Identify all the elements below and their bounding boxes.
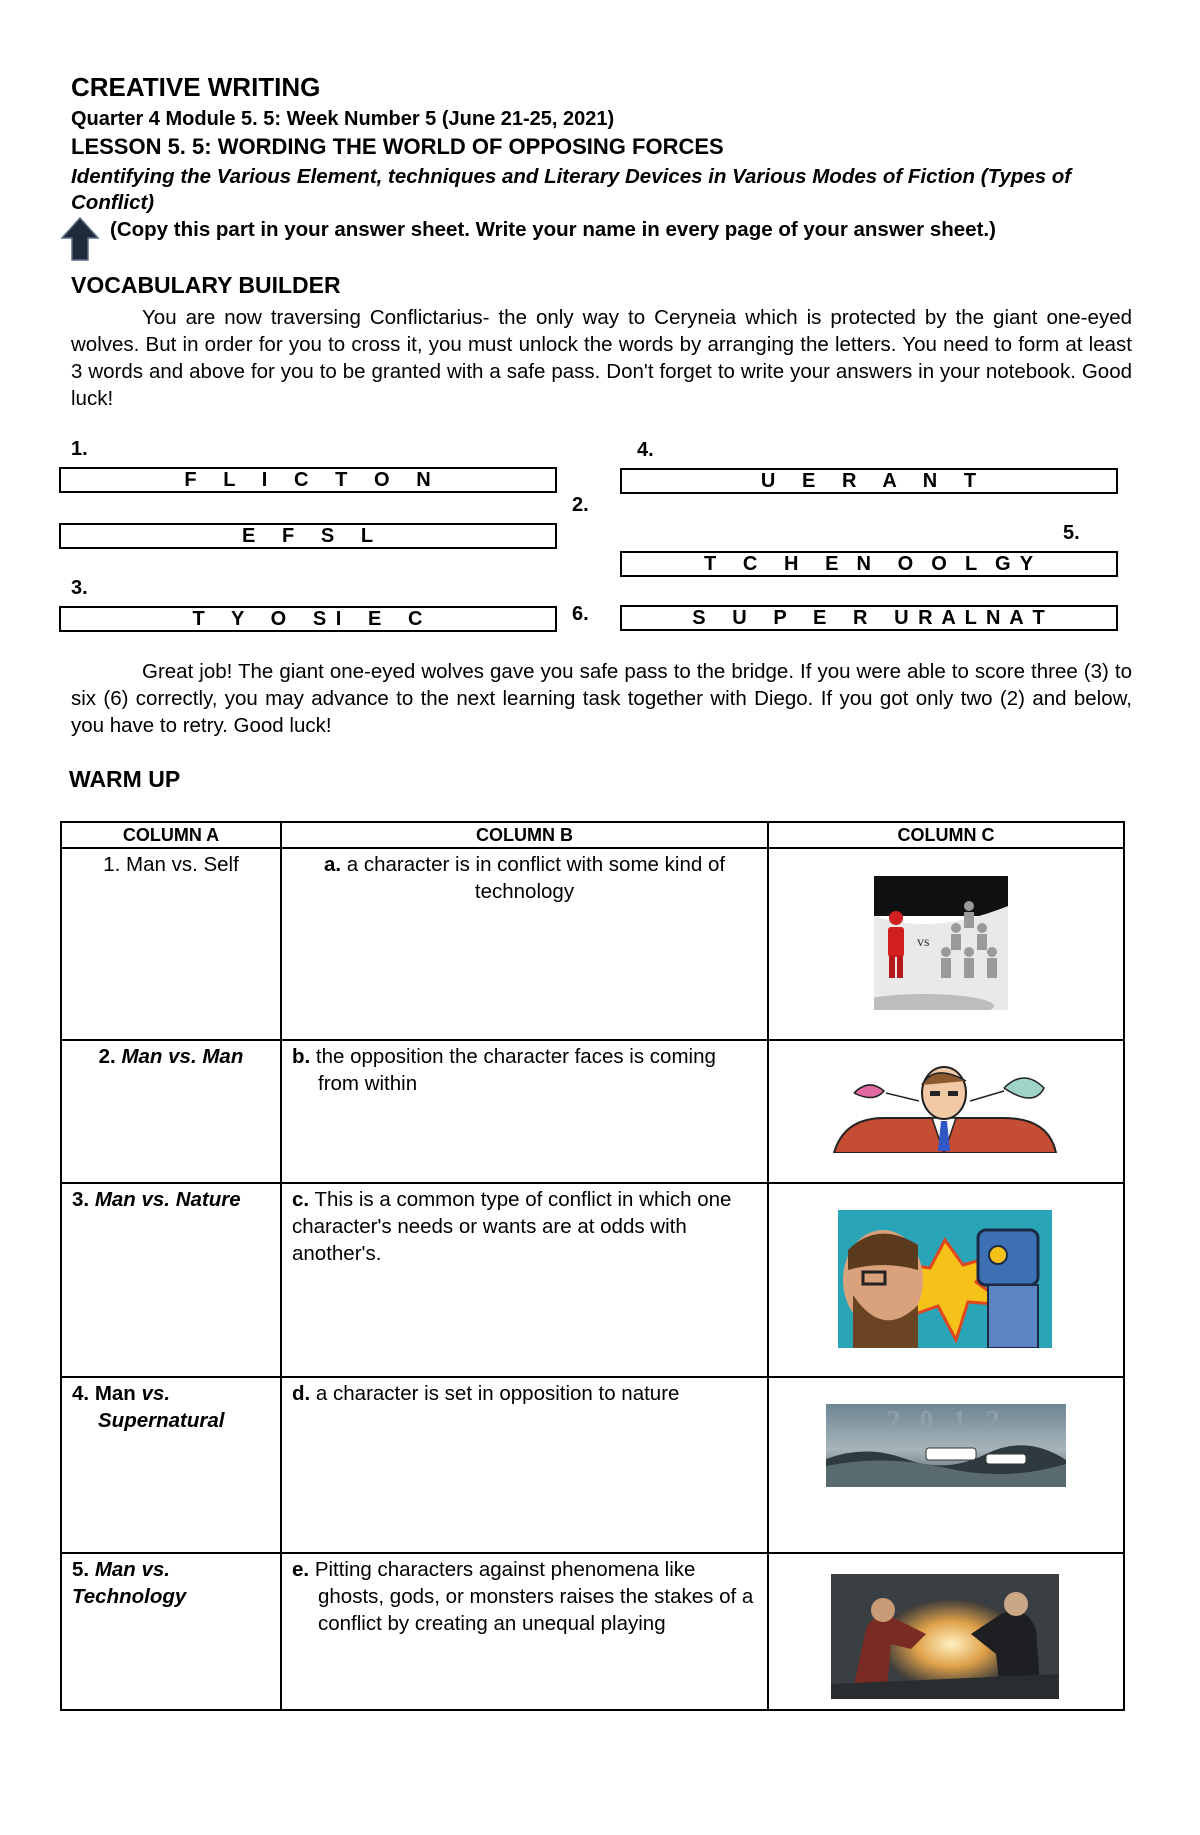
puzzle-number-2: 2.	[572, 494, 589, 516]
conflict-type-part-1: Man	[94, 1382, 136, 1405]
definition-text: the opposition the character faces is coming from within	[315, 1045, 716, 1095]
lesson-subtitle: Identifying the Various Element, techniques and Literary Devices in Various Modes of Fiction (Types of Conflict)	[71, 165, 1072, 214]
puzzle-number-6: 6.	[572, 603, 589, 625]
definition-text: Pitting characters against phenomena like ghosts, gods, or monsters raises the stakes of a conflict by creating an unequal playing	[314, 1558, 754, 1635]
definition-text: a character is in conflict with some kind of technology	[346, 853, 726, 903]
column-c-cell	[768, 1377, 1124, 1553]
column-c-cell	[768, 1183, 1124, 1377]
column-c-cell	[768, 1553, 1124, 1710]
table-header-row	[61, 822, 1124, 848]
puzzle-number-1: 1.	[71, 438, 88, 460]
table-row	[61, 1040, 1124, 1183]
table-row	[61, 1183, 1124, 1377]
up-arrow-icon	[60, 216, 100, 262]
puzzle-box-2: E F S L	[59, 523, 557, 549]
conflict-type: Man vs. Technology	[72, 1558, 187, 1608]
vocabulary-heading: VOCABULARY BUILDER	[71, 272, 341, 298]
column-b-cell	[281, 1553, 768, 1710]
puzzle-number-5: 5.	[1063, 522, 1080, 544]
option-letter: a.	[323, 853, 342, 876]
puzzle-number-4: 4.	[637, 439, 654, 461]
definition-text: a character is set in opposition to nature	[315, 1382, 680, 1405]
option-letter: c.	[292, 1188, 310, 1211]
row-number: 3.	[72, 1188, 90, 1211]
column-b-cell	[281, 848, 768, 1040]
column-b-cell	[281, 1040, 768, 1183]
column-b-cell	[281, 1183, 768, 1377]
lesson-title: LESSON 5. 5: WORDING THE WORLD OF OPPOSING FORCES	[71, 134, 724, 159]
subject-title: CREATIVE WRITING	[71, 72, 321, 102]
puzzle-box-4: U E R A N T	[620, 468, 1118, 494]
conflict-type: Man vs. Man	[121, 1045, 244, 1068]
puzzle-box-5: T C H E N O O L G Y	[620, 551, 1118, 577]
column-c-header: COLUMN C	[768, 822, 1124, 848]
puzzle-box-1: F L I C T O N	[59, 467, 557, 493]
warmup-heading: WARM UP	[69, 766, 181, 792]
table-row	[61, 1553, 1124, 1710]
row-number: 1.	[103, 853, 121, 876]
puzzle-box-6: S U P E R U R A L N A T	[620, 605, 1118, 631]
column-a-header: COLUMN A	[61, 822, 281, 848]
table-row	[61, 1377, 1124, 1553]
table-row	[61, 848, 1124, 1040]
puzzle-box-3: T Y O S I E C	[59, 606, 557, 632]
column-b-header: COLUMN B	[281, 822, 768, 848]
conflict-type: Man vs. Self	[126, 853, 239, 876]
vocabulary-intro: You are now traversing Conflictarius- the only way to Ceryneia which is protected by the giant one-eyed wolves. But in order for you to cross it, you must unlock the words by arranging the letters. You need to form at least 3 words and above for you to be granted with a safe pass. Don't forget to write your answers in your notebook. Good luck!	[71, 306, 1132, 410]
column-c-cell	[768, 848, 1124, 1040]
puzzle-number-3: 3.	[71, 577, 88, 599]
conflict-type-part-3: Supernatural	[98, 1409, 225, 1432]
man-vs-robot-comic-image	[838, 1210, 1052, 1348]
matching-table	[60, 821, 1125, 1711]
copy-instruction: (Copy this part in your answer sheet. Write your name in every page of your answer sheet.)	[110, 218, 996, 241]
quarter-line: Quarter 4 Module 5. 5: Week Number 5 (June 21-25, 2021)	[71, 108, 615, 130]
option-letter: b.	[292, 1045, 311, 1068]
column-b-cell	[281, 1377, 768, 1553]
row-number: 4.	[72, 1382, 90, 1405]
image-title: 2 0 1 2	[886, 1406, 1006, 1437]
superhero-fight-scene-image	[831, 1574, 1059, 1699]
column-c-cell	[768, 1040, 1124, 1183]
cartoon-man-thinking-image	[824, 1063, 1064, 1153]
row-number: 5.	[72, 1558, 90, 1581]
column-a-cell	[61, 1040, 281, 1183]
column-a-cell	[61, 1377, 281, 1553]
conflict-type: Man vs. Nature	[94, 1188, 241, 1211]
column-a-cell	[61, 1183, 281, 1377]
2012-disaster-comic-image	[826, 1404, 1066, 1487]
man-vs-group-figures-image	[874, 876, 1008, 1010]
column-a-cell	[61, 1553, 281, 1710]
option-letter: d.	[292, 1382, 311, 1405]
row-number: 2.	[98, 1045, 116, 1068]
vocabulary-outro: Great job! The giant one-eyed wolves gave you safe pass to the bridge. If you were able to score three (3) to six (6) correctly, you may advance to the next learning task together with Diego. If you got only two (2) and below, you have to retry. Good luck!	[71, 660, 1132, 737]
column-a-cell	[61, 848, 281, 1040]
conflict-type-part-2: vs.	[141, 1382, 171, 1405]
definition-text: This is a common type of conflict in which one character's needs or wants are at odds with another's.	[292, 1188, 732, 1265]
option-letter: e.	[292, 1558, 310, 1581]
svg-text:vs: vs	[917, 935, 930, 950]
